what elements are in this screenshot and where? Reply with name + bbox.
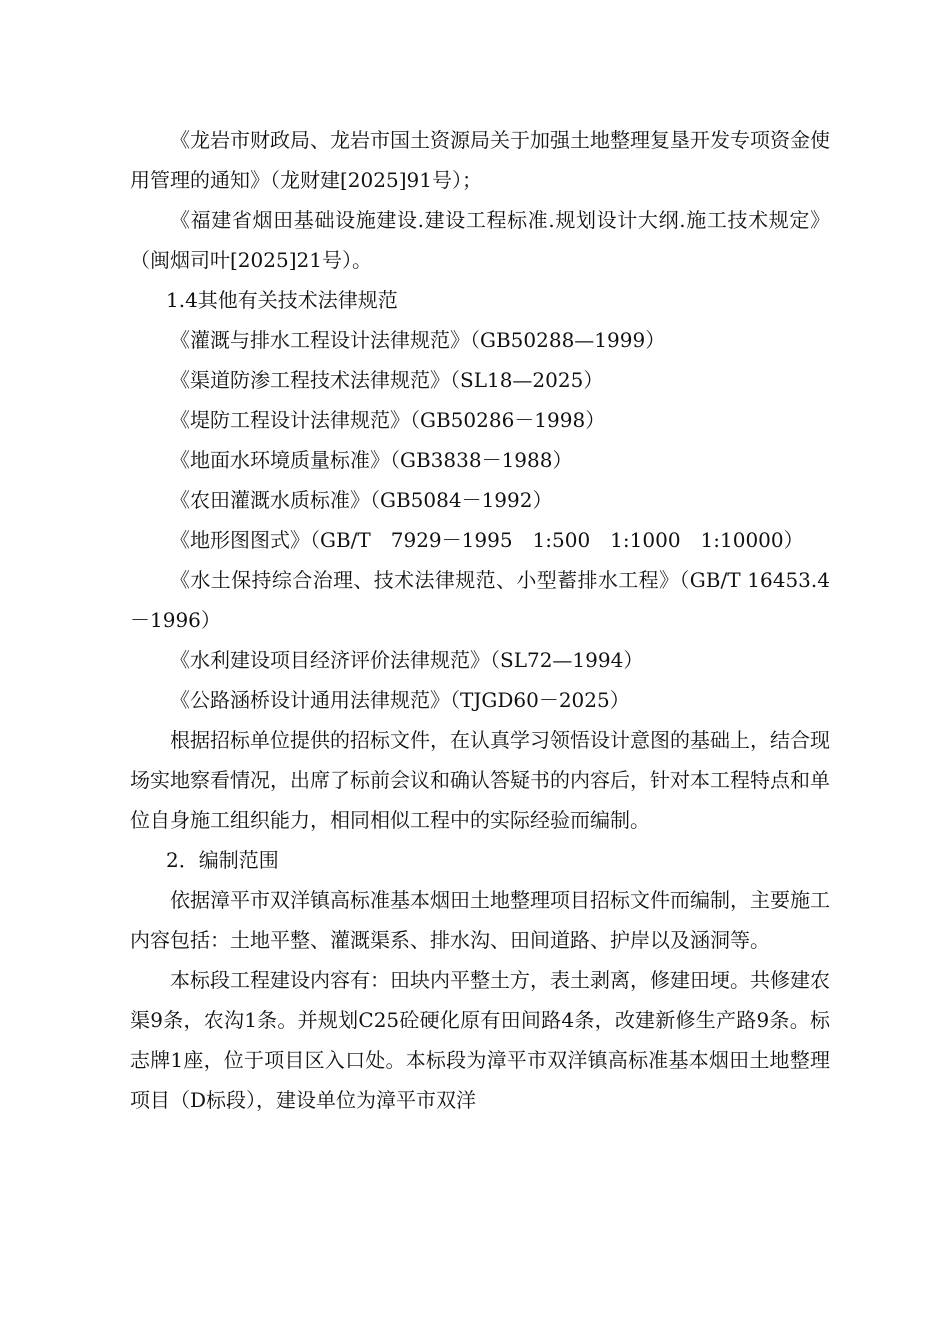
- reference-item: 《水利建设项目经济评价法律规范》（SL72—1994）: [170, 648, 644, 672]
- body-paragraph: 根据招标单位提供的招标文件，在认真学习领悟设计意图的基础上，结合现场实地察看情况，出席了标前会议和确认答疑书的内容后，针对本工程特点和单位自身施工组织能力，相同相似工程中的实际经验而编制。: [130, 728, 830, 832]
- reference-item: 《灌溉与排水工程设计法律规范》（GB50288—1999）: [170, 328, 666, 352]
- section-heading: 2．编制范围: [166, 848, 279, 872]
- body-paragraph: 依据漳平市双洋镇高标准基本烟田土地整理项目招标文件而编制，主要施工内容包括：土地平整、灌溉渠系、排水沟、田间道路、护岸以及涵洞等。: [130, 888, 830, 952]
- section-heading: 1.4其他有关技术法律规范: [166, 288, 398, 312]
- reference-paragraph: 《龙岩市财政局、龙岩市国土资源局关于加强土地整理复垦开发专项资金使用管理的通知》（龙财建[2025]91号）；: [130, 128, 830, 192]
- document-body: [130, 120, 830, 1120]
- body-paragraph: 本标段工程建设内容有：田块内平整土方，表土剥离，修建田埂。共修建农渠9条，农沟1条。并规划C25砼硬化原有田间路4条，改建新修生产路9条。标志牌1座，位于项目区入口处。本标段为漳平市双洋镇高标准基本烟田土地整理项目（D标段），建设单位为漳平市双洋: [130, 968, 830, 1112]
- reference-item: 《农田灌溉水质标准》（GB5084－1992）: [170, 488, 553, 512]
- reference-item: 《水土保持综合治理、技术法律规范、小型蓄排水工程》（GB/T 16453.4－1996）: [130, 568, 830, 632]
- reference-paragraph: 《福建省烟田基础设施建设.建设工程标准.规划设计大纲.施工技术规定》（闽烟司叶[2025]21号）。: [130, 208, 830, 272]
- reference-item: 《堤防工程设计法律规范》（GB50286－1998）: [170, 408, 606, 432]
- reference-item: 《公路涵桥设计通用法律规范》（TJGD60－2025）: [170, 688, 630, 712]
- reference-item: 《地面水环境质量标准》（GB3838－1988）: [170, 448, 573, 472]
- reference-item: 《渠道防渗工程技术法律规范》（SL18—2025）: [170, 368, 604, 392]
- reference-item: 《地形图图式》（GB/T 7929－1995 1:500 1:1000 1:10000）: [170, 528, 804, 552]
